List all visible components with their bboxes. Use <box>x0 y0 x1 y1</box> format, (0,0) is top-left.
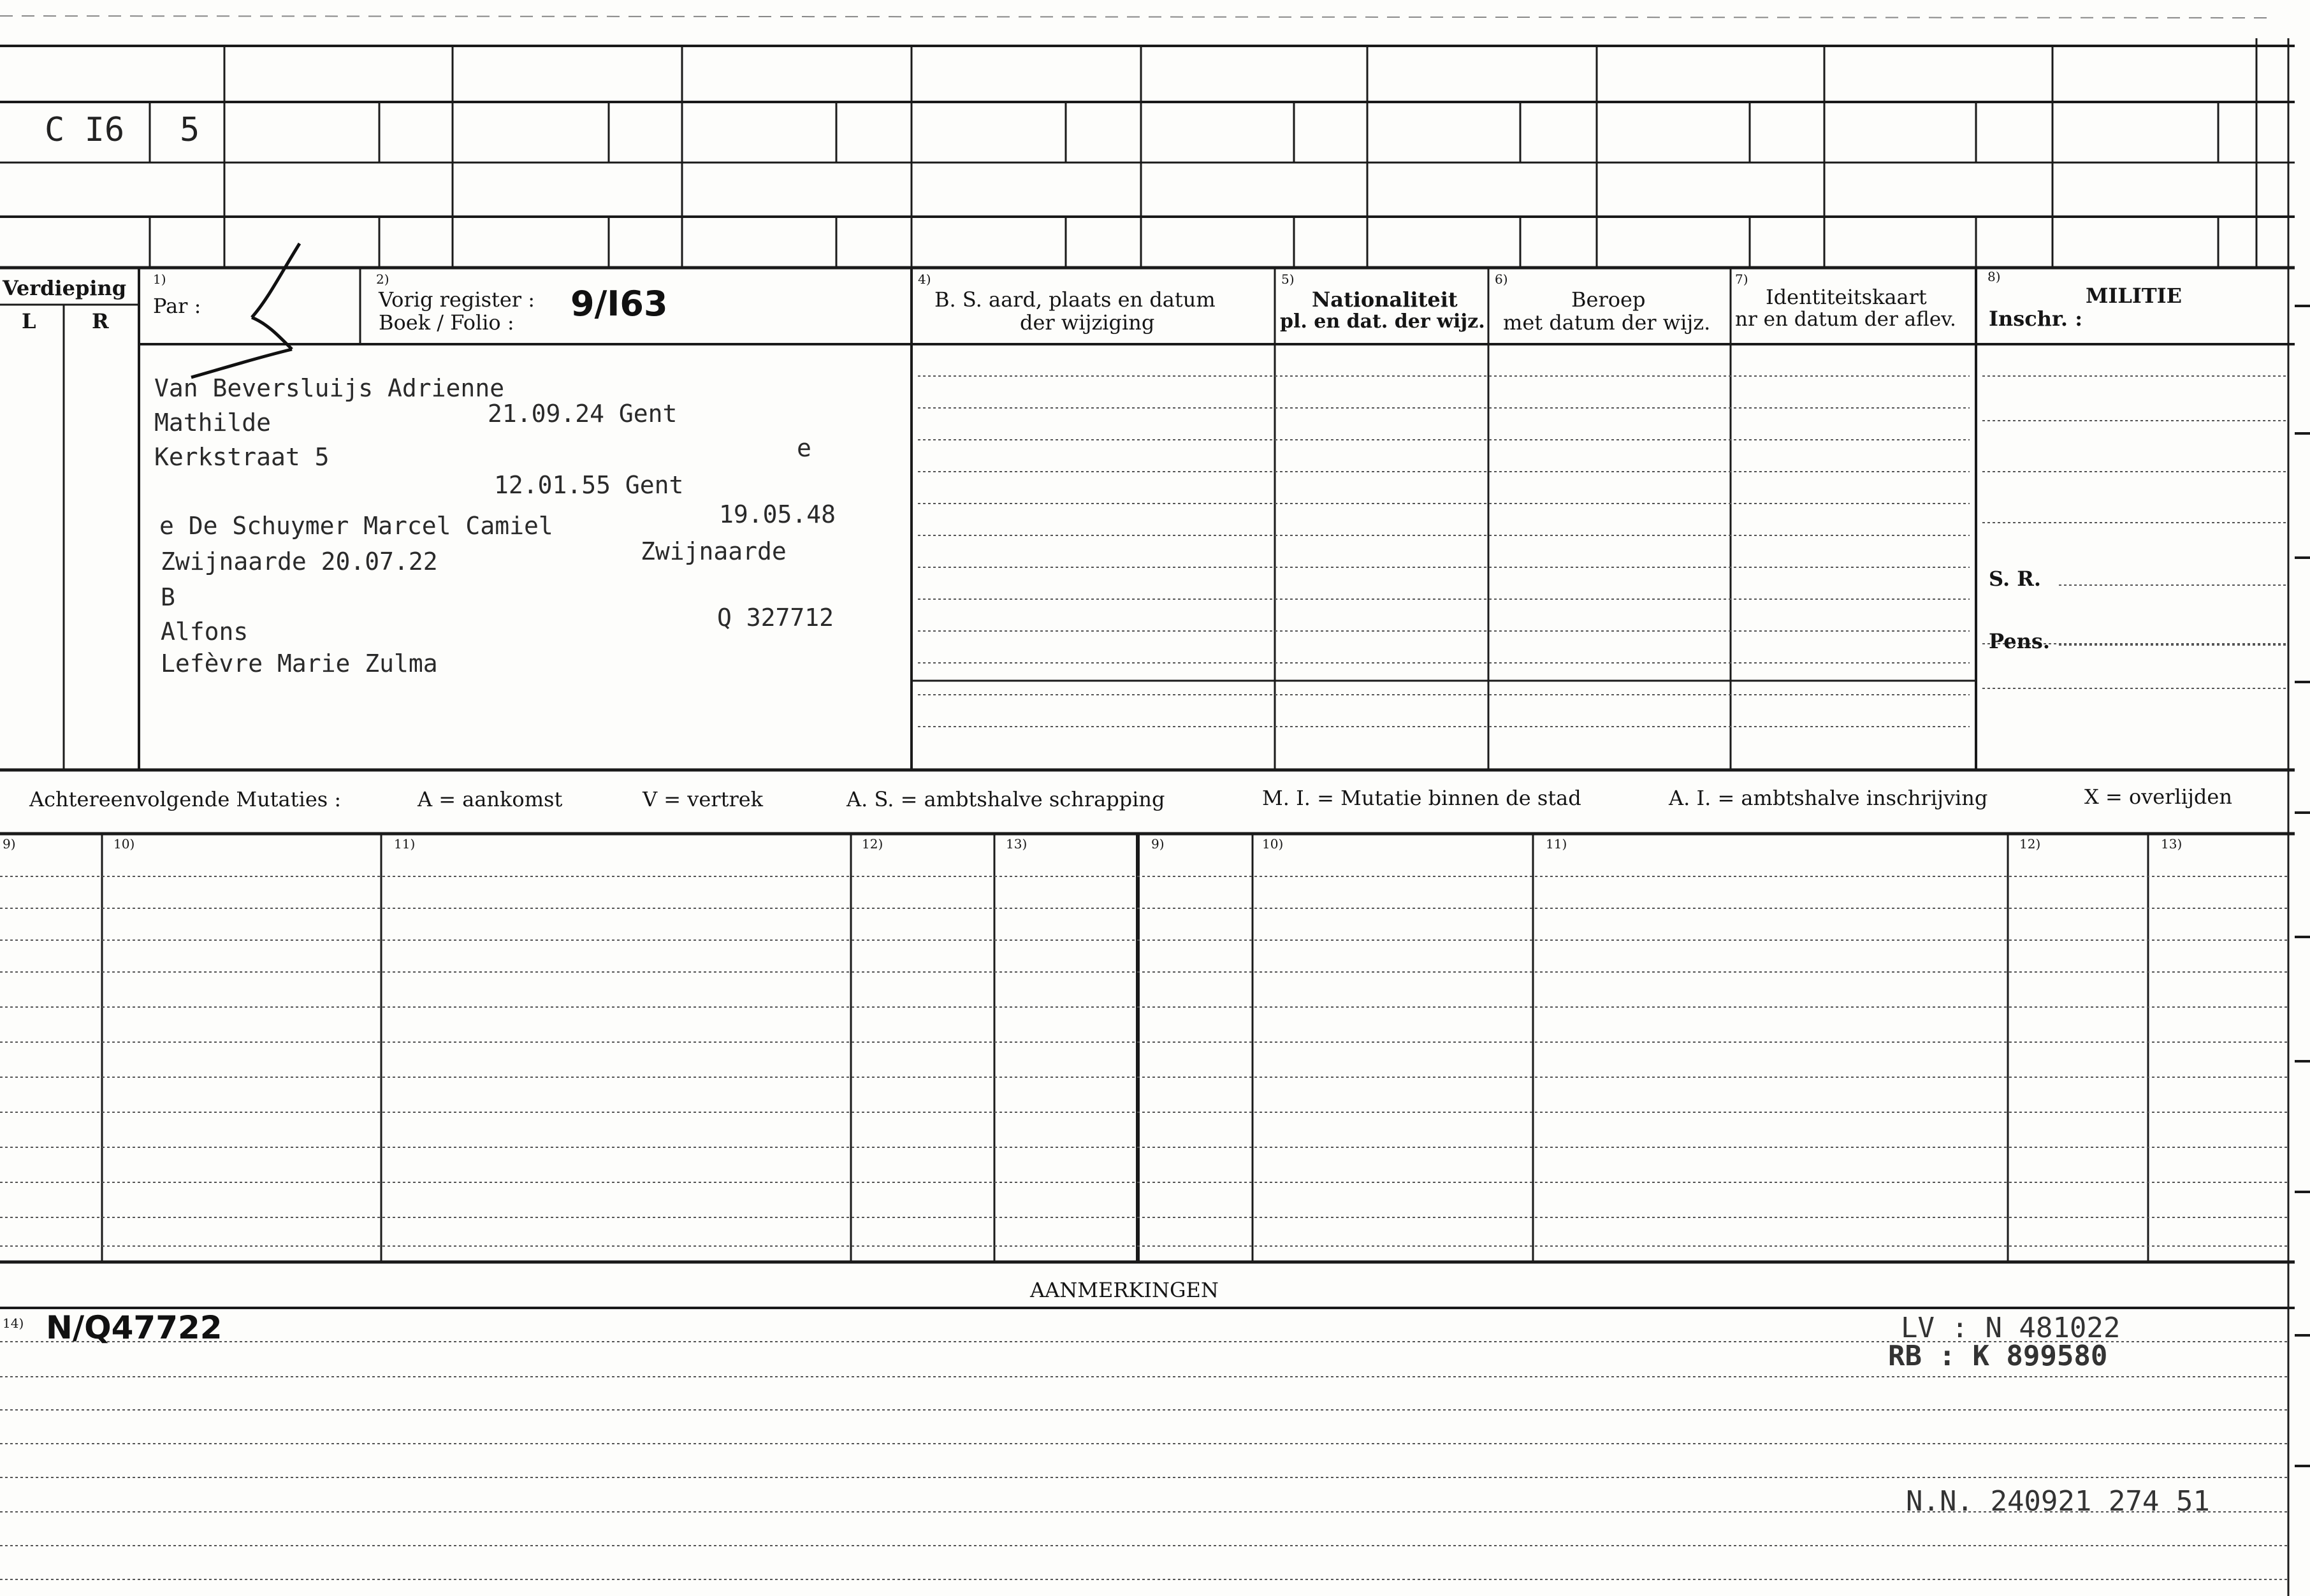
mutaties-label: Achtereenvolgende Mutaties : <box>29 787 342 811</box>
legend-vertrek: V = vertrek <box>643 787 764 811</box>
identiteitskaart-label: Identiteitskaart <box>1766 285 1927 309</box>
remark-lv: LV : N 481022 <box>1901 1312 2121 1344</box>
entry-mother: Lefèvre Marie Zulma <box>161 649 438 678</box>
entry-spouse-birth: Zwijnaarde 20.07.22 <box>161 548 438 576</box>
col-9-left: 9) <box>3 836 16 852</box>
beroep-sub-label: met datum der wijz. <box>1503 310 1711 335</box>
field-number-5: 5) <box>1281 272 1295 287</box>
field-number-14: 14) <box>3 1316 24 1331</box>
bs-label-line1: B. S. aard, plaats en datum <box>934 287 1216 312</box>
field-number-1: 1) <box>153 272 166 287</box>
entry-card-number: Q 327712 <box>717 604 834 632</box>
legend-overlijden: X = overlijden <box>2084 785 2232 809</box>
militie-label: MILITIE <box>2086 284 2183 308</box>
vorig-register-label: Vorig register : <box>379 287 535 312</box>
bs-label-line2: der wijziging <box>1020 310 1155 335</box>
entry-father: Alfons <box>161 618 249 646</box>
field-number-8: 8) <box>1987 269 2001 284</box>
legend-mutatie-binnen-de-stad: M. I. = Mutatie binnen de stad <box>1262 786 1581 810</box>
header-code-left: C I6 <box>45 111 125 149</box>
pen-mark <box>191 243 300 377</box>
beroep-label: Beroep <box>1571 287 1646 312</box>
par-label: Par : <box>153 294 201 318</box>
column-r-label: R <box>92 309 109 333</box>
entry-spouse: e De Schuymer Marcel Camiel <box>159 512 553 540</box>
nationaliteit-label: Nationaliteit <box>1312 287 1458 312</box>
pens-label: Pens. <box>1989 629 2050 653</box>
entry-mark-b: B <box>161 583 175 611</box>
legend-ambtshalve-inschrijving: A. I. = ambtshalve inschrijving <box>1669 786 1988 810</box>
entry-date-gent: 12.01.55 Gent <box>494 471 684 499</box>
col-10-right: 10) <box>1262 836 1284 852</box>
legend-ambtshalve-schrapping: A. S. = ambtshalve schrapping <box>846 787 1165 811</box>
entry-name: Van Beversluijs Adrienne <box>154 374 505 402</box>
field-number-2: 2) <box>376 272 389 287</box>
aanmerkingen-heading: AANMERKINGEN <box>1030 1278 1219 1302</box>
entry-address: Kerkstraat 5 <box>154 443 330 471</box>
field-number-4: 4) <box>918 272 931 287</box>
col-10-left: 10) <box>113 836 135 852</box>
sr-label: S. R. <box>1989 567 2041 591</box>
column-l-label: L <box>22 309 36 333</box>
verdieping-label: Verdieping <box>3 276 127 300</box>
entry-marriage-date: 19.05.48 <box>719 500 836 528</box>
inschr-label: Inschr. : <box>1989 307 2083 331</box>
remark-n-number: N/Q47722 <box>46 1309 222 1346</box>
remark-rb: RB : K 899580 <box>1888 1340 2108 1372</box>
col-13-left: 13) <box>1006 836 1028 852</box>
entry-mark-e: e <box>797 434 811 462</box>
legend-aankomst: A = aankomst <box>418 787 563 811</box>
col-12-right: 12) <box>2019 836 2041 852</box>
field-number-7: 7) <box>1735 272 1748 287</box>
col-11-right: 11) <box>1546 836 1567 852</box>
identiteitskaart-sub-label: nr en datum der aflev. <box>1735 308 1956 331</box>
field-number-6: 6) <box>1495 272 1508 287</box>
nationaliteit-sub-label: pl. en dat. der wijz. <box>1280 310 1485 333</box>
entry-birth: 21.09.24 Gent <box>488 400 678 428</box>
col-9-right: 9) <box>1151 836 1165 852</box>
col-12-left: 12) <box>862 836 883 852</box>
boek-folio-label: Boek / Folio : <box>379 310 514 335</box>
remark-national-number: N.N. 240921 274 51 <box>1906 1485 2210 1518</box>
entry-first-name: Mathilde <box>154 409 272 437</box>
entry-marriage-place: Zwijnaarde <box>641 537 787 565</box>
vorig-register-value: 9/I63 <box>570 284 668 324</box>
col-13-right: 13) <box>2161 836 2183 852</box>
col-11-left: 11) <box>394 836 416 852</box>
header-code-right: 5 <box>180 111 200 149</box>
